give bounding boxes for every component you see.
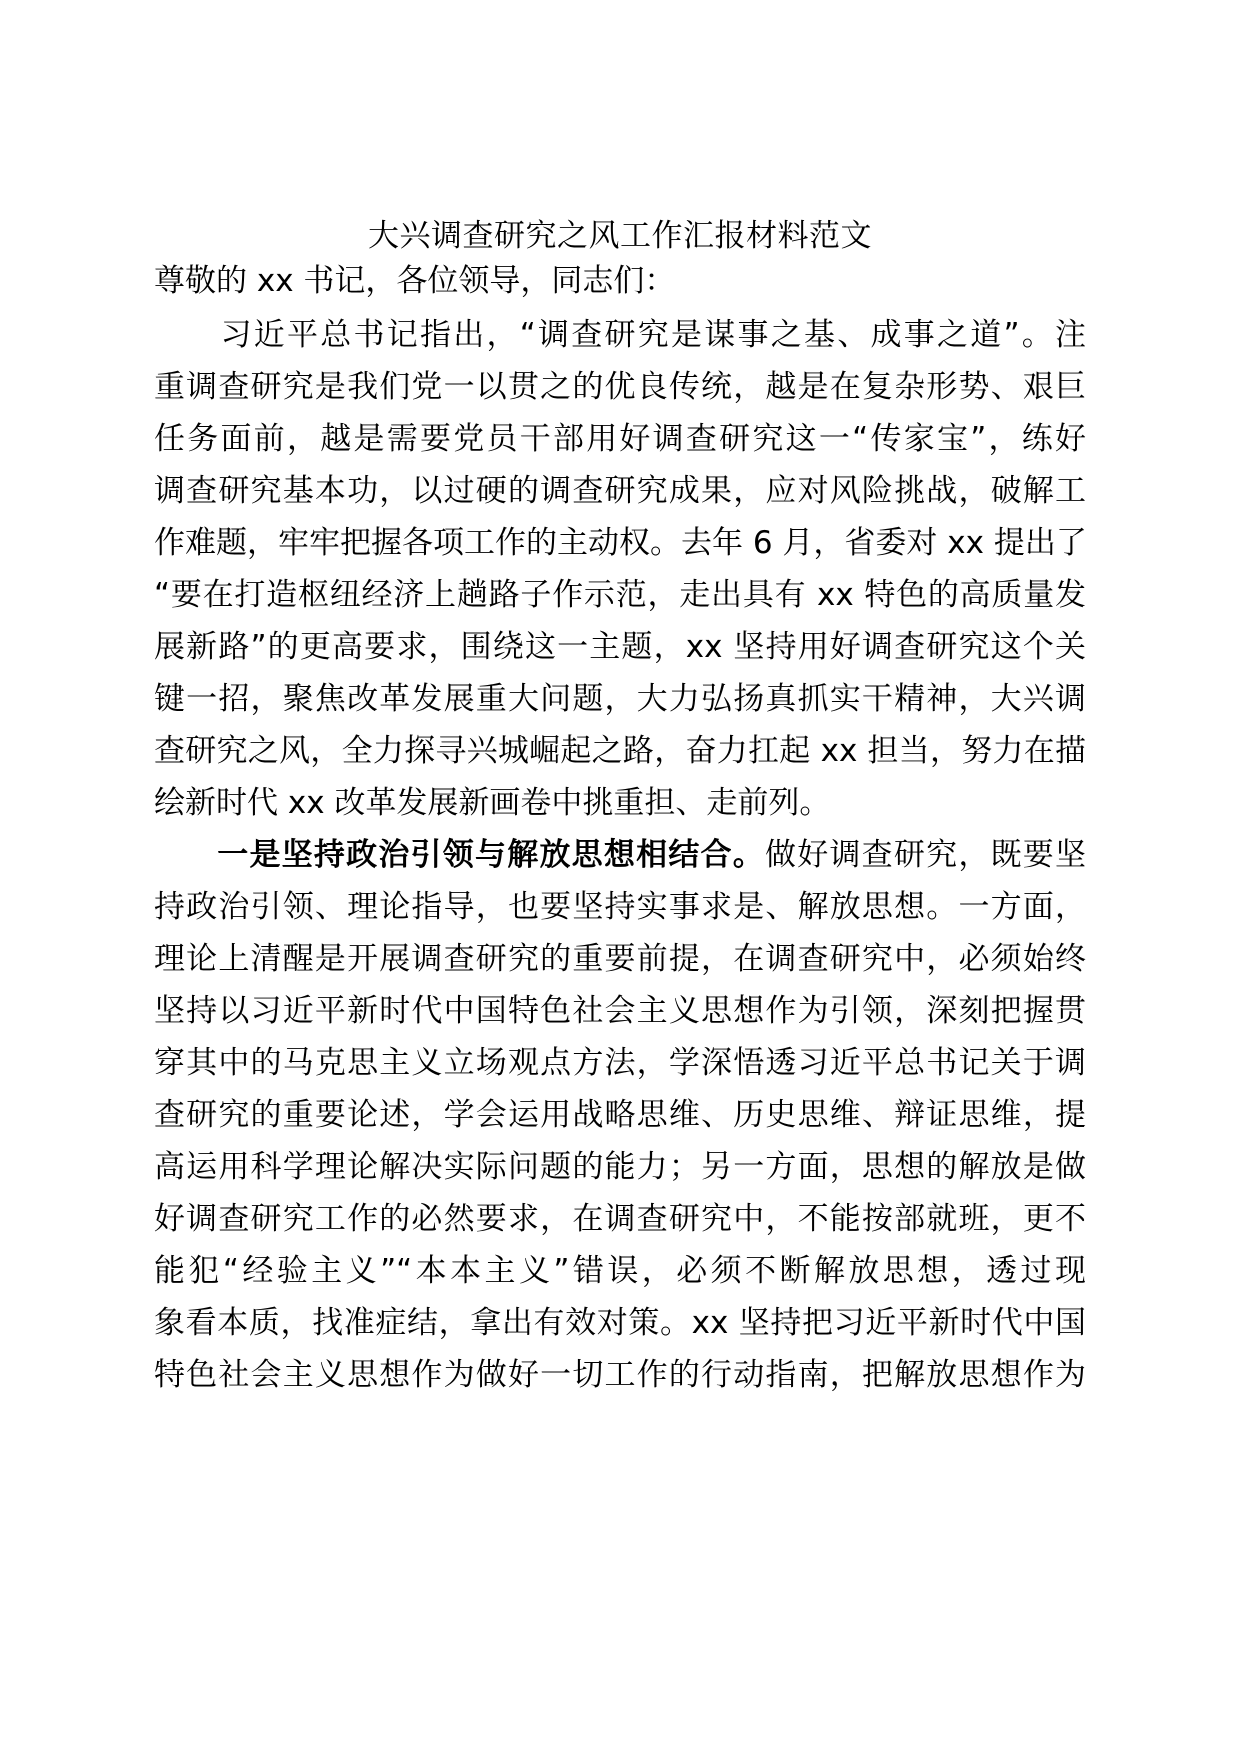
paragraph-2-line: 持政治引领、理论指导，也要坚持实事求是、解放思想。一方面， [154,889,1086,925]
document-title: 大兴调查研究之风工作汇报材料范文 [368,218,872,254]
paragraph-1-line: 调查研究基本功，以过硬的调查研究成果，应对风险挑战，破解工 [154,473,1086,509]
paragraph-1-line: 绘新时代 xx 改革发展新画卷中挑重担、走前列。 [154,785,831,821]
paragraph-2-line: 特色社会主义思想作为做好一切工作的行动指南，把解放思想作为 [154,1357,1086,1393]
paragraph-1-line: 展新路”的更高要求，围绕这一主题，xx 坚持用好调查研究这个关 [154,629,1086,665]
paragraph-1-line: 重调查研究是我们党一以贯之的优良传统，越是在复杂形势、艰巨 [154,369,1086,405]
paragraph-2-line: 穿其中的马克思主义立场观点方法，学深悟透习近平总书记关于调 [154,1045,1086,1081]
paragraph-1-line: 习近平总书记指出，“调查研究是谋事之基、成事之道”。注 [154,317,1086,353]
paragraph-2-line: 坚持以习近平新时代中国特色社会主义思想作为引领，深刻把握贯 [154,993,1086,1029]
paragraph-2-heading: 一是坚持政治引领与解放思想相结合。 [216,837,765,873]
paragraph-2-line: 象看本质，找准症结，拿出有效对策。xx 坚持把习近平新时代中国 [154,1305,1086,1341]
paragraph-2-line: 高运用科学理论解决实际问题的能力；另一方面，思想的解放是做 [154,1149,1086,1185]
paragraph-1-line: 作难题，牢牢把握各项工作的主动权。去年 6 月，省委对 xx 提出了 [154,525,1087,561]
paragraph-2-line: 查研究的重要论述，学会运用战略思维、历史思维、辩证思维，提 [154,1097,1086,1133]
paragraph-1-line: 任务面前，越是需要党员干部用好调查研究这一“传家宝”，练好 [154,421,1086,457]
paragraph-2-first-line-text: 做好调查研究，既要坚 [765,837,1086,873]
paragraph-1-line: “要在打造枢纽经济上趟路子作示范，走出具有 xx 特色的高质量发 [154,577,1086,613]
paragraph-1-line: 键一招，聚焦改革发展重大问题，大力弘扬真抓实干精神，大兴调 [154,681,1086,717]
paragraph-2-line: 理论上清醒是开展调查研究的重要前提，在调查研究中，必须始终 [154,941,1086,977]
salutation: 尊敬的 xx 书记，各位领导，同志们： [154,263,676,299]
paragraph-2-line: 能犯“经验主义”“本本主义”错误，必须不断解放思想，透过现 [154,1253,1086,1289]
paragraph-2-line: 好调查研究工作的必然要求，在调查研究中，不能按部就班，更不 [154,1201,1086,1237]
paragraph-2-first-line [154,833,1086,877]
paragraph-1-line: 查研究之风，全力探寻兴城崛起之路，奋力扛起 xx 担当，努力在描 [154,733,1086,769]
